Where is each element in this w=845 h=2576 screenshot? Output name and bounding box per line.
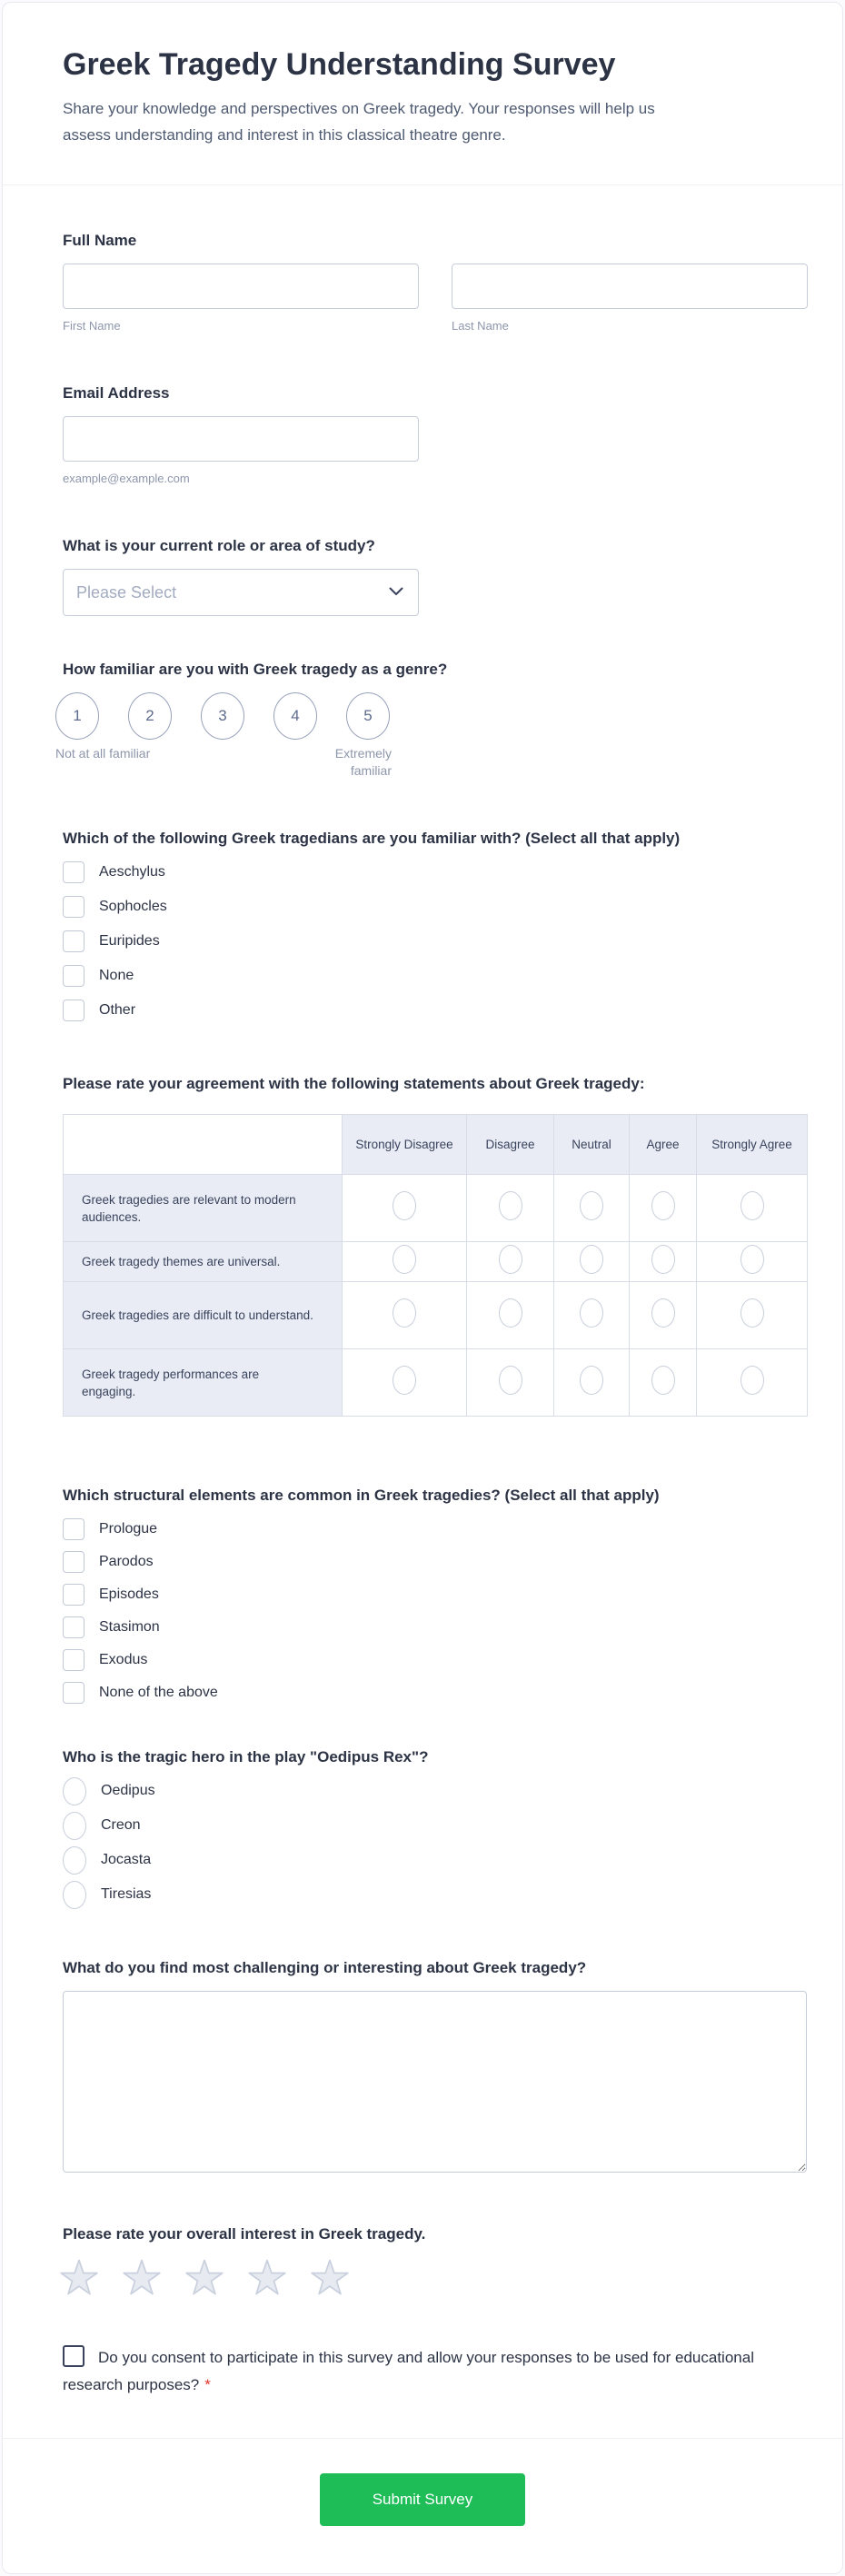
checkbox-icon[interactable] (63, 965, 84, 987)
agreement-matrix-table (63, 1114, 808, 1417)
email-input[interactable] (63, 416, 419, 462)
last-name-col (452, 264, 808, 334)
matrix-row-engaging (64, 1349, 808, 1417)
matrix-radio-r1c4[interactable] (651, 1191, 675, 1220)
matrix-radio-r2c3[interactable] (580, 1245, 603, 1274)
option-label[interactable]: Sophocles (99, 899, 167, 914)
matrix-radio-r4c2[interactable] (499, 1366, 522, 1395)
radio-icon[interactable] (63, 1777, 86, 1805)
question-role (63, 536, 807, 616)
matrix-radio-r1c1[interactable] (393, 1191, 416, 1220)
star-icon-3[interactable] (184, 2257, 224, 2297)
radio-icon[interactable] (63, 1846, 86, 1875)
scale-option-3[interactable]: 3 (201, 692, 244, 740)
checkbox-icon[interactable] (63, 1000, 84, 1021)
matrix-radio-r1c3[interactable] (580, 1191, 603, 1220)
first-name-sublabel: First Name (63, 319, 121, 333)
option-label[interactable]: Parodos (99, 1554, 154, 1569)
matrix-radio-r2c5[interactable] (741, 1245, 764, 1274)
matrix-row-label: Greek tragedy themes are universal. (64, 1242, 343, 1282)
star-icon-4[interactable] (247, 2257, 287, 2297)
chevron-down-icon (389, 584, 403, 601)
option-label[interactable]: Jocasta (101, 1852, 152, 1867)
submit-section (3, 2438, 842, 2573)
role-select-placeholder: Please Select (76, 582, 177, 602)
option-label[interactable]: Stasimon (99, 1619, 160, 1635)
scale-option-1[interactable]: 1 (55, 692, 99, 740)
star-rating (59, 2257, 807, 2297)
form-body (3, 185, 842, 2399)
star-icon-5[interactable] (310, 2257, 350, 2297)
matrix-radio-r3c3[interactable] (580, 1298, 603, 1328)
star-icon-2[interactable] (122, 2257, 162, 2297)
matrix-row-universal (64, 1242, 808, 1282)
matrix-radio-r3c2[interactable] (499, 1298, 522, 1328)
option-label[interactable]: Euripides (99, 933, 160, 949)
checkbox-icon[interactable] (63, 1584, 84, 1606)
matrix-col-neutral: Neutral (554, 1115, 630, 1175)
question-consent (63, 2344, 807, 2399)
question-tragic-hero (63, 1747, 807, 1905)
scale-option-5[interactable]: 5 (346, 692, 390, 740)
checkbox-option-sophocles[interactable] (63, 896, 807, 918)
agreement-matrix-label: Please rate your agreement with the following statements about Greek tragedy: (63, 1075, 645, 1092)
checkbox-option-prologue[interactable] (63, 1518, 807, 1540)
email-label: Email Address (63, 384, 170, 402)
first-name-input[interactable] (63, 264, 419, 309)
matrix-radio-r4c3[interactable] (580, 1366, 603, 1395)
checkbox-option-none-of-the-above[interactable] (63, 1682, 807, 1704)
checkbox-icon[interactable] (63, 1616, 84, 1638)
consent-label[interactable]: Do you consent to participate in this survey and allow your responses to be used for educational research purposes? (63, 2349, 754, 2393)
option-label[interactable]: Creon (101, 1817, 141, 1833)
scale-option-2[interactable]: 2 (128, 692, 172, 740)
matrix-row-difficult (64, 1282, 808, 1349)
radio-option-jocasta[interactable] (63, 1849, 807, 1871)
matrix-radio-r4c1[interactable] (393, 1366, 416, 1395)
matrix-col-strongly-agree: Strongly Agree (697, 1115, 808, 1175)
email-sublabel: example@example.com (63, 472, 190, 485)
scale-row (55, 692, 807, 740)
tragedians-label: Which of the following Greek tragedians are you familiar with? (Select all that apply) (63, 830, 681, 847)
matrix-col-agree: Agree (630, 1115, 697, 1175)
radio-icon[interactable] (63, 1812, 86, 1840)
interest-rating-label: Please rate your overall interest in Greek tragedy. (63, 2225, 426, 2243)
consent-checkbox[interactable] (63, 2345, 84, 2367)
matrix-radio-r1c2[interactable] (499, 1191, 522, 1220)
checkbox-icon[interactable] (63, 930, 84, 952)
option-label[interactable]: None of the above (99, 1685, 218, 1700)
matrix-radio-r2c1[interactable] (393, 1245, 416, 1274)
question-challenging (63, 1958, 807, 2177)
checkbox-icon[interactable] (63, 896, 84, 918)
matrix-radio-r3c1[interactable] (393, 1298, 416, 1328)
matrix-row-label: Greek tragedies are difficult to understand. (64, 1282, 343, 1349)
radio-icon[interactable] (63, 1881, 86, 1909)
last-name-sublabel: Last Name (452, 319, 509, 333)
matrix-radio-r2c4[interactable] (651, 1245, 675, 1274)
radio-option-creon[interactable] (63, 1815, 807, 1836)
familiarity-label: How familiar are you with Greek tragedy as a genre? (63, 661, 448, 678)
question-email (63, 383, 807, 487)
option-label[interactable]: Episodes (99, 1586, 159, 1602)
matrix-radio-r4c4[interactable] (651, 1366, 675, 1395)
matrix-col-strongly-disagree: Strongly Disagree (343, 1115, 467, 1175)
matrix-row-label: Greek tragedy performances are engaging. (64, 1349, 343, 1417)
submit-button[interactable]: Submit Survey (320, 2473, 525, 2526)
star-icon-1[interactable] (59, 2257, 99, 2297)
question-interest-rating (63, 2224, 807, 2297)
checkbox-option-episodes[interactable] (63, 1584, 807, 1606)
matrix-row-label: Greek tragedies are relevant to modern audiences. (64, 1175, 343, 1242)
option-label[interactable]: Oedipus (101, 1783, 155, 1798)
challenging-label: What do you find most challenging or interesting about Greek tragedy? (63, 1959, 587, 1976)
checkbox-option-exodus[interactable] (63, 1649, 807, 1671)
radio-option-tiresias[interactable] (63, 1884, 807, 1905)
matrix-corner-cell (64, 1115, 343, 1175)
full-name-label: Full Name (63, 232, 137, 249)
structure-label: Which structural elements are common in Greek tragedies? (Select all that apply) (63, 1487, 660, 1504)
checkbox-icon[interactable] (63, 1518, 84, 1540)
matrix-radio-r4c5[interactable] (741, 1366, 764, 1395)
survey-form-card (2, 2, 843, 2574)
radio-option-oedipus[interactable] (63, 1780, 807, 1802)
scale-min-label: Not at all familiar (55, 746, 151, 761)
scale-option-4[interactable]: 4 (273, 692, 317, 740)
option-label[interactable]: Other (99, 1002, 136, 1018)
checkbox-option-none[interactable] (63, 965, 807, 987)
form-description: Share your knowledge and perspectives on Greek tragedy. Your responses will help us assess understanding and interest in this classical theatre genre. (63, 100, 655, 144)
matrix-radio-r3c4[interactable] (651, 1298, 675, 1328)
required-asterisk: * (204, 2376, 211, 2393)
option-label[interactable]: Tiresias (101, 1886, 152, 1902)
scale-max-label: Extremely familiar (334, 746, 392, 778)
checkbox-option-other[interactable] (63, 1000, 807, 1021)
last-name-input[interactable] (452, 264, 808, 309)
scale-labels (55, 745, 392, 780)
full-name-row (63, 264, 807, 334)
question-familiarity (55, 660, 807, 780)
matrix-radio-r2c2[interactable] (499, 1245, 522, 1274)
checkbox-icon[interactable] (63, 1682, 84, 1704)
familiarity-scale (55, 692, 807, 780)
option-label[interactable]: Aeschylus (99, 864, 165, 880)
checkbox-icon[interactable] (63, 1551, 84, 1573)
first-name-col (63, 264, 419, 334)
checkbox-option-aeschylus[interactable] (63, 861, 807, 883)
challenging-textarea[interactable] (63, 1991, 807, 2173)
question-full-name (63, 231, 807, 334)
role-label: What is your current role or area of study? (63, 537, 375, 554)
matrix-radio-r1c5[interactable] (741, 1191, 764, 1220)
matrix-row-relevant (64, 1175, 808, 1242)
matrix-radio-r3c5[interactable] (741, 1298, 764, 1328)
checkbox-option-parodos[interactable] (63, 1551, 807, 1573)
question-structure (63, 1486, 807, 1704)
checkbox-icon[interactable] (63, 1649, 84, 1671)
role-select[interactable] (63, 569, 419, 616)
checkbox-option-stasimon[interactable] (63, 1616, 807, 1638)
tragic-hero-label: Who is the tragic hero in the play "Oedipus Rex"? (63, 1748, 429, 1765)
checkbox-icon[interactable] (63, 861, 84, 883)
question-agreement-matrix (63, 1074, 807, 1417)
matrix-col-disagree: Disagree (467, 1115, 554, 1175)
option-label[interactable]: Exodus (99, 1652, 148, 1667)
form-title: Greek Tragedy Understanding Survey (63, 47, 616, 82)
checkbox-option-euripides[interactable] (63, 930, 807, 952)
form-header (3, 3, 842, 185)
option-label[interactable]: Prologue (99, 1521, 158, 1537)
option-label[interactable]: None (99, 968, 134, 983)
question-tragedians (63, 829, 807, 1021)
